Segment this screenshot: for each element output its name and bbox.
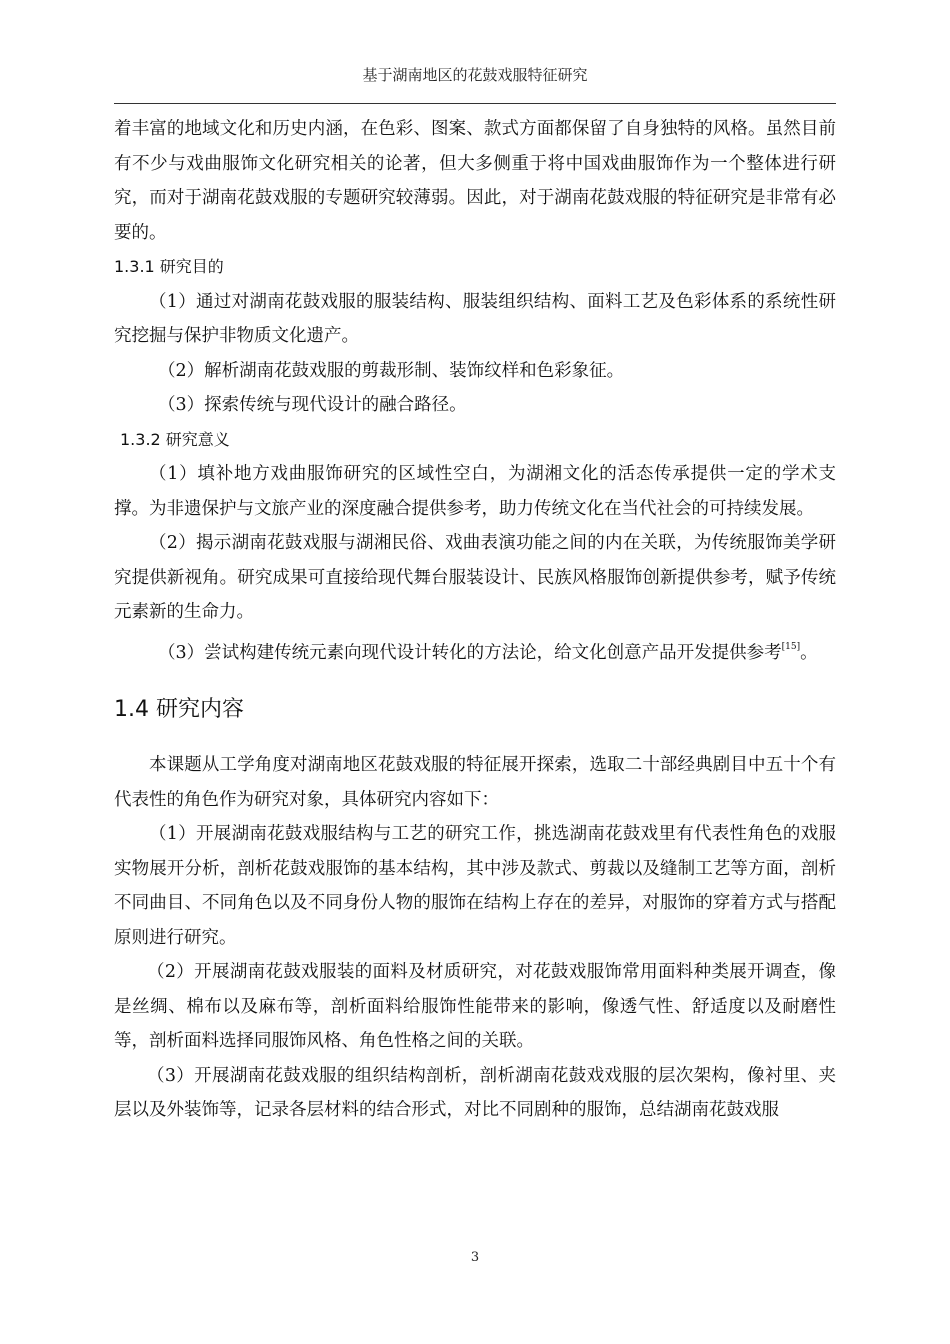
page-number: 3 bbox=[470, 1250, 480, 1265]
objective-item-3: （3）探索传统与现代设计的融合路径。 bbox=[158, 395, 467, 415]
content-item-2: （2）开展湖南花鼓戏服装的面料及材质研究，对花鼓戏服饰常用面料种类展开调查，像是丝绸、棉布以及麻布等，剖析面料给服饰性能带来的影响，像透气性、舒适度以及耐磨性等，剖析面料选择同服饰风格、角色性格之间的关联。 bbox=[114, 962, 836, 1051]
running-header: 基于湖南地区的花鼓戏服特征研究 bbox=[362, 66, 588, 84]
content-item-1: （1）开展湖南花鼓戏服结构与工艺的研究工作，挑选湖南花鼓戏里有代表性角色的戏服实物展开分析，剖析花鼓戏服饰的基本结构，其中涉及款式、剪裁以及缝制工艺等方面，剖析不同曲目、不同角色以及不同身份人物的服饰在结构上存在的差异，对服饰的穿着方式与搭配原则进行研究。 bbox=[114, 824, 836, 948]
significance-item-3 bbox=[114, 630, 836, 671]
section-heading-1-4: 1.4 研究内容 bbox=[114, 697, 244, 722]
significance-item-1: （1）填补地方戏曲服饰研究的区域性空白，为湖湘文化的活态传承提供一定的学术支撑。为非遗保护与文旅产业的深度融合提供参考，助力传统文化在当代社会的可持续发展。 bbox=[114, 464, 836, 519]
content-intro-paragraph: 本课题从工学角度对湖南地区花鼓戏服的特征展开探索，选取二十部经典剧目中五十个有代表性的角色作为研究对象，具体研究内容如下： bbox=[114, 755, 836, 810]
citation-ref: [15] bbox=[781, 641, 801, 652]
objective-item-2: （2）解析湖南花鼓戏服的剪裁形制、装饰纹样和色彩象征。 bbox=[158, 360, 625, 381]
significance-item-2: （2）揭示湖南花鼓戏服与湖湘民俗、戏曲表演功能之间的内在关联，为传统服饰美学研究提供新视角。研究成果可直接给现代舞台服装设计、民族风格服饰创新提供参考，赋予传统元素新的生命力。 bbox=[114, 533, 836, 622]
significance-item-3-text: （3）尝试构建传统元素向现代设计转化的方法论，给文化创意产品开发提供参考 bbox=[158, 642, 782, 663]
objective-item-1: （1）通过对湖南花鼓戏服的服装结构、服装组织结构、面料工艺及色彩体系的系统性研究挖掘与保护非物质文化遗产。 bbox=[114, 291, 836, 346]
page-body bbox=[114, 112, 836, 1128]
section-heading-1-3-2: 1.3.2 研究意义 bbox=[120, 429, 230, 449]
intro-paragraph: 着丰富的地域文化和历史内涵，在色彩、图案、款式方面都保留了自身独特的风格。虽然目前有不少与戏曲服饰文化研究相关的论著，但大多侧重于将中国戏曲服饰作为一个整体进行研究，而对于湖南花鼓戏服的专题研究较薄弱。因此，对于湖南花鼓戏服的特征研究是非常有必要的。 bbox=[114, 119, 836, 243]
content-item-3: （3）开展湖南花鼓戏服的组织结构剖析，剖析湖南花鼓戏戏服的层次架构，像衬里、夹层以及外装饰等，记录各层材料的结合形式，对比不同剧种的服饰，总结湖南花鼓戏服 bbox=[114, 1065, 836, 1120]
significance-item-3-end: 。 bbox=[800, 642, 818, 663]
section-heading-1-3-1: 1.3.1 研究目的 bbox=[114, 257, 224, 276]
header-divider bbox=[114, 103, 836, 104]
